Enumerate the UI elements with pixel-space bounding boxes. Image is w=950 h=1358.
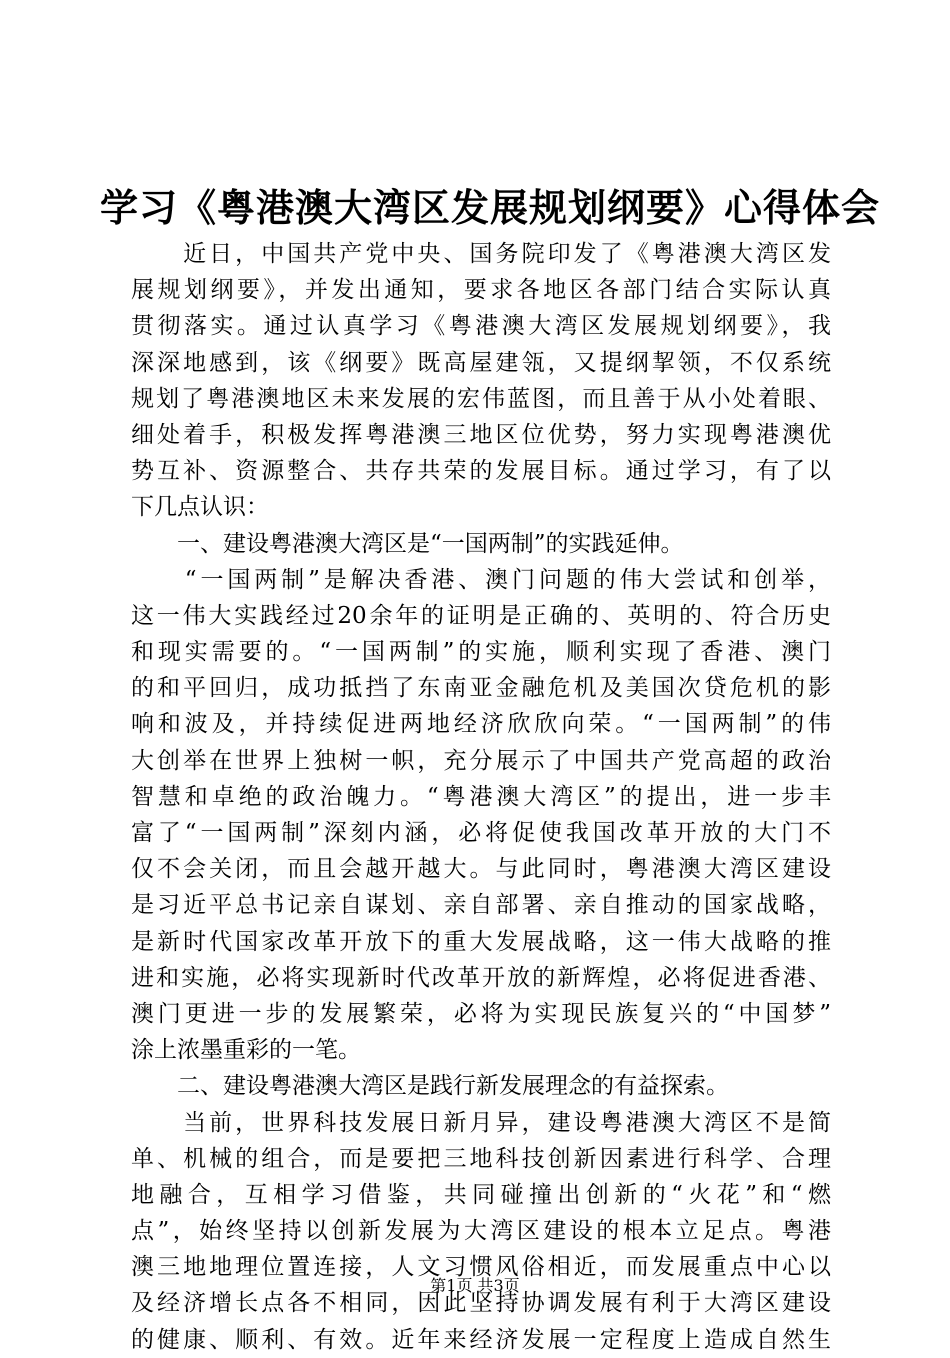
body-line: 仅不会关闭，而且会越开越大。与此同时，粤港澳大湾区建设	[131, 856, 831, 883]
body-line: 智慧和卓绝的政治魄力。“粤港澳大湾区”的提出，进一步丰	[131, 783, 831, 810]
body-line: 是习近平总书记亲自谋划、亲自部署、亲自推动的国家战略，	[131, 892, 831, 919]
body-line: 响和波及，并持续促进两地经济欣欣向荣。“一国两制”的伟	[131, 711, 831, 738]
body-line: 当前，世界科技发展日新月异，建设粤港澳大湾区不是简	[131, 1109, 831, 1136]
body-line: 的健康、顺利、有效。近年来经济发展一定程度上造成自然生	[131, 1326, 831, 1353]
section-heading: 二、建设粤港澳大湾区是践行新发展理念的有益探索。	[131, 1073, 729, 1100]
document-title: 学习《粤港澳大湾区发展规划纲要》心得体会	[100, 185, 881, 230]
body-line: 展规划纲要》，并发出通知，要求各地区各部门结合实际认真	[131, 277, 831, 304]
body-line: 细处着手，积极发挥粤港澳三地区位优势，努力实现粤港澳优	[131, 421, 831, 448]
body-line: 进和实施，必将实现新时代改革开放的新辉煌，必将促进香港、	[131, 964, 831, 991]
body-line: 近日，中国共产党中央、国务院印发了《粤港澳大湾区发	[131, 241, 831, 267]
section-heading: 一、建设粤港澳大湾区是“一国两制”的实践延伸。	[131, 530, 684, 557]
body-line: 点”，始终坚持以创新发展为大湾区建设的根本立足点。粤港	[131, 1218, 831, 1245]
body-line: 下几点认识：	[131, 494, 269, 521]
body-line: 澳门更进一步的发展繁荣，必将为实现民族复兴的“中国梦”	[131, 1000, 831, 1027]
body-line: 单、机械的组合，而是要把三地科技创新因素进行科学、合理	[131, 1145, 831, 1172]
document-body	[131, 236, 831, 1358]
body-line: 规划了粤港澳地区未来发展的宏伟蓝图，而且善于从小处着眼、	[131, 385, 831, 412]
body-line: 富了“一国两制”深刻内涵，必将促使我国改革开放的大门不	[131, 820, 831, 846]
body-line: 大创举在世界上独树一帜，充分展示了中国共产党高超的政治	[131, 747, 831, 774]
body-line: 势互补、资源整合、共存共荣的发展目标。通过学习，有了以	[131, 458, 831, 485]
body-line: 深深地感到，该《纲要》既高屋建瓴，又提纲挈领，不仅系统	[131, 349, 831, 376]
body-line: 及经济增长点各不相同，因此坚持协调发展有利于大湾区建设	[131, 1290, 831, 1317]
body-line: 贯彻落实。通过认真学习《粤港澳大湾区发展规划纲要》，我	[131, 313, 831, 340]
body-line: 和现实需要的。“一国两制”的实施，顺利实现了香港、澳门	[131, 639, 831, 666]
body-line: 是新时代国家改革开放下的重大发展战略，这一伟大战略的推	[131, 928, 831, 955]
body-line: 涂上浓墨重彩的一笔。	[131, 1037, 361, 1064]
body-line: 澳三地地理位置连接，人文习惯风俗相近，而发展重点中心以	[131, 1254, 831, 1281]
body-line: 地融合，互相学习借鉴，共同碰撞出创新的“火花”和“燃	[131, 1181, 831, 1208]
body-line: 这一伟大实践经过20余年的证明是正确的、英明的、符合历史	[131, 602, 831, 629]
page-footer: 第1页 共3页	[430, 1276, 520, 1295]
body-line: 的和平回归，成功抵挡了东南亚金融危机及美国次贷危机的影	[131, 675, 831, 702]
body-line: “一国两制”是解决香港、澳门问题的伟大尝试和创举，	[131, 566, 831, 593]
